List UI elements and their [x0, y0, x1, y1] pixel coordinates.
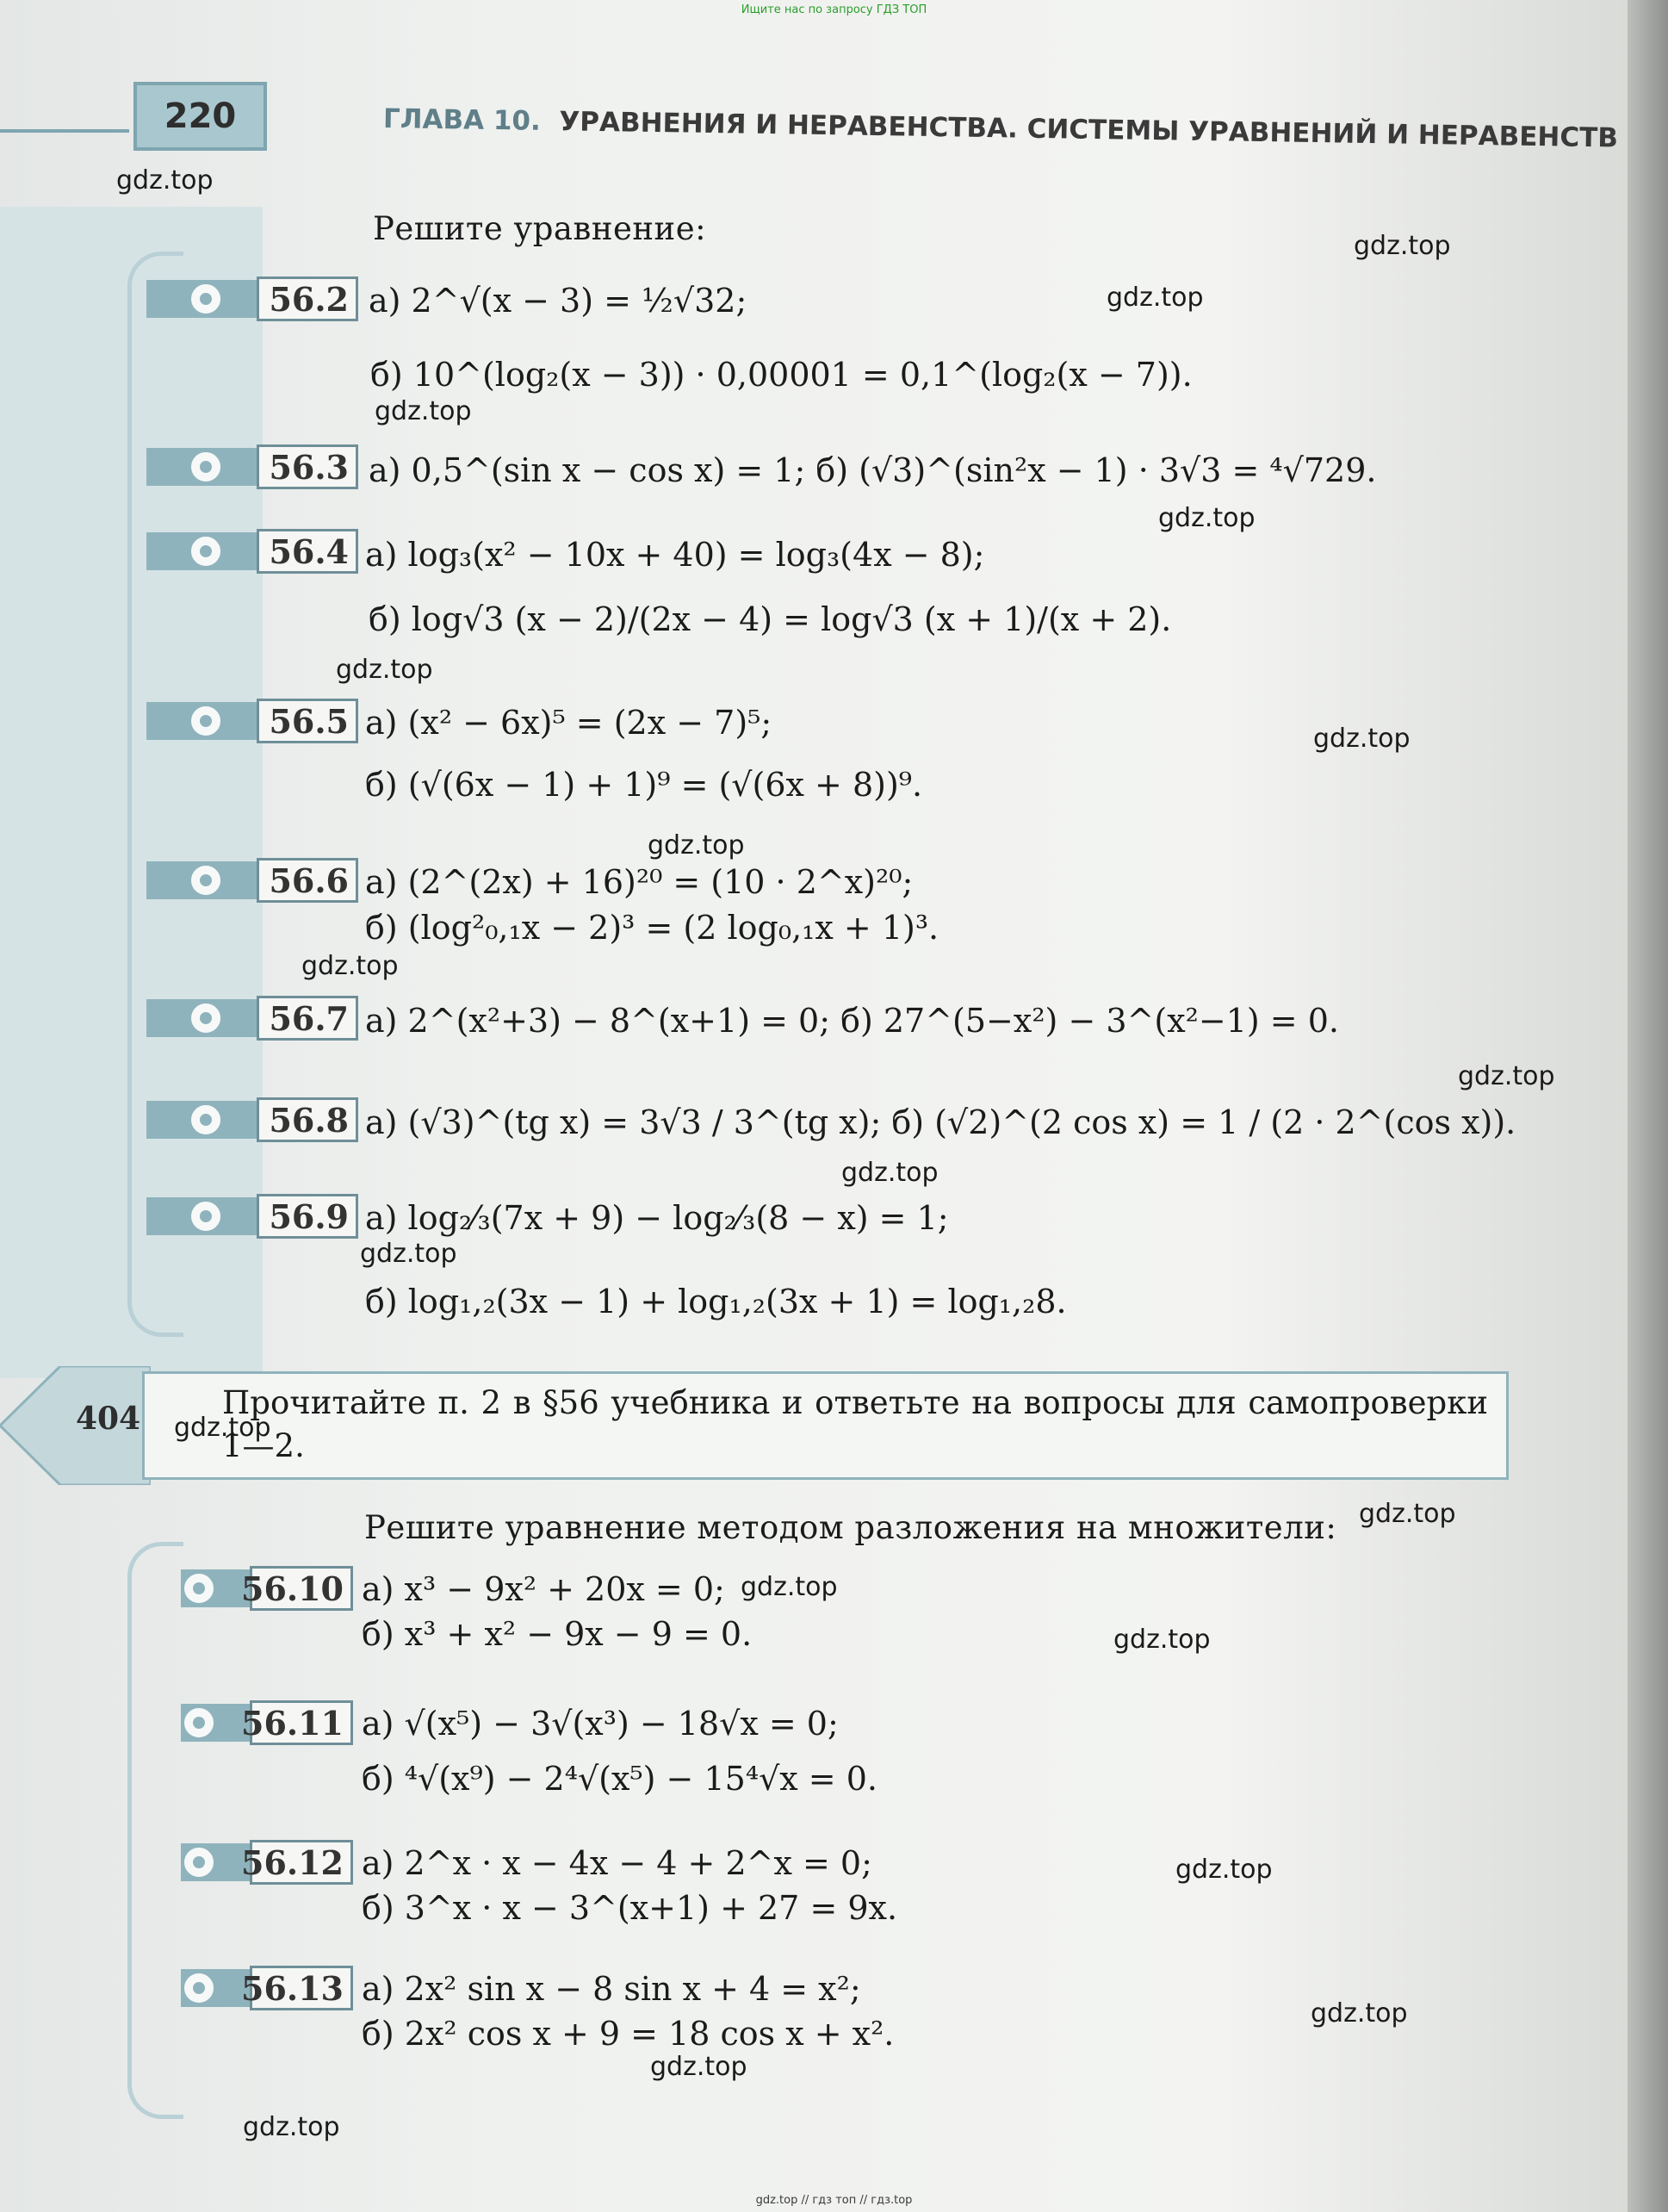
chapter-lead: ГЛАВА 10.: [382, 103, 542, 137]
watermark: gdz.top: [650, 2052, 747, 2082]
problem-line-b: б) log√3 (x − 2)/(2x − 4) = log√3 (x + 1)/(x + 2).: [369, 600, 1172, 638]
watermark: gdz.top: [1113, 1625, 1211, 1655]
watermark: gdz.top: [243, 2112, 340, 2142]
watermark: gdz.top: [1354, 231, 1451, 261]
problem-line-a: а) (√3)^(tg x) = 3√3 / 3^(tg x); б) (√2)^(2 cos x) = 1 / (2 · 2^(cos x)).: [365, 1103, 1516, 1141]
top-search-link[interactable]: Ищите нас по запросу ГДЗ ТОП: [741, 3, 927, 16]
watermark: gdz.top: [1158, 503, 1256, 533]
problem-line-a: а) (x² − 6x)⁵ = (2x − 7)⁵;: [365, 704, 772, 742]
watermark: gdz.top: [1175, 1855, 1273, 1885]
watermark: gdz.top: [741, 1572, 838, 1602]
problem-line-b: б) 3^x · x − 3^(x+1) + 27 = 9x.: [362, 1889, 898, 1927]
problem-line-a: а) 2^√(x − 3) = ½√32;: [369, 282, 747, 320]
problem-number: 56.9: [257, 1194, 358, 1239]
problem-line-a: а) 2^x · x − 4x − 4 + 2^x = 0;: [362, 1844, 872, 1882]
watermark: gdz.top: [360, 1239, 457, 1269]
bottom-links[interactable]: gdz.top // гдз топ // гдз.top: [755, 2194, 913, 2207]
watermark: gdz.top: [1359, 1499, 1456, 1529]
problem-number: 56.11: [250, 1700, 353, 1745]
problem-line-b: б) (√(6x − 1) + 1)⁹ = (√(6x + 8))⁹.: [365, 766, 923, 804]
circle-marker-icon: [191, 866, 220, 895]
watermark: gdz.top: [174, 1413, 271, 1443]
reference-number: 404: [76, 1401, 141, 1437]
problem-number: 56.2: [257, 276, 358, 321]
problem-number: 56.5: [257, 699, 358, 743]
header-rule: [0, 129, 129, 133]
problem-line-a: а) 2x² sin x − 8 sin x + 4 = x²;: [362, 1970, 861, 2008]
circle-marker-icon: [191, 537, 220, 566]
watermark: gdz.top: [1458, 1061, 1555, 1091]
group-bracket-2: [127, 1542, 183, 2119]
circle-marker-icon: [184, 1848, 214, 1877]
watermark: gdz.top: [301, 951, 399, 981]
problem-number: 56.10: [250, 1566, 353, 1611]
problem-line-b: б) log₁,₂(3x − 1) + log₁,₂(3x + 1) = log₁,₂8.: [365, 1283, 1067, 1320]
problem-line-a: а) 0,5^(sin x − cos x) = 1; б) (√3)^(sin²x − 1) · 3√3 = ⁴√729.: [369, 451, 1377, 489]
watermark: gdz.top: [336, 655, 433, 685]
problem-line-a: а) (2^(2x) + 16)²⁰ = (10 · 2^x)²⁰;: [365, 863, 914, 901]
watermark: gdz.top: [1107, 283, 1204, 313]
problem-line-a: а) x³ − 9x² + 20x = 0;: [362, 1570, 725, 1608]
problem-number: 56.4: [257, 529, 358, 574]
problem-number: 56.13: [250, 1966, 353, 2010]
problem-number: 56.3: [257, 444, 358, 489]
problem-line-b: б) x³ + x² − 9x − 9 = 0.: [362, 1615, 753, 1653]
page-edge-shadow: [1628, 0, 1668, 2212]
circle-marker-icon: [191, 706, 220, 736]
circle-marker-icon: [184, 1708, 214, 1737]
circle-marker-icon: [191, 452, 220, 482]
watermark: gdz.top: [841, 1158, 939, 1188]
instruction-heading-2: Решите уравнение методом разложения на множители:: [364, 1509, 1337, 1546]
problem-line-a: а) √(x⁵) − 3√(x³) − 18√x = 0;: [362, 1705, 839, 1743]
problem-number: 56.7: [257, 996, 358, 1041]
watermark: gdz.top: [1313, 724, 1411, 754]
problem-line-b: б) 10^(log₂(x − 3)) · 0,00001 = 0,1^(log₂(x − 7)).: [370, 356, 1193, 394]
circle-marker-icon: [184, 1574, 214, 1603]
problem-line-b: б) (log²₀,₁x − 2)³ = (2 log₀,₁x + 1)³.: [365, 909, 939, 947]
instruction-heading-1: Решите уравнение:: [373, 210, 707, 247]
problem-line-b: б) 2x² cos x + 9 = 18 cos x + x².: [362, 2015, 895, 2053]
watermark: gdz.top: [1311, 1998, 1408, 2029]
circle-marker-icon: [191, 1202, 220, 1231]
problem-line-a: а) log₃(x² − 10x + 40) = log₃(4x − 8);: [365, 536, 985, 574]
circle-marker-icon: [191, 1003, 220, 1033]
circle-marker-icon: [191, 284, 220, 314]
watermark: gdz.top: [648, 830, 745, 861]
watermark: gdz.top: [116, 165, 214, 196]
problem-number: 56.12: [250, 1840, 353, 1885]
problem-line-b: б) ⁴√(x⁹) − 2⁴√(x⁵) − 15⁴√x = 0.: [362, 1760, 877, 1798]
note-text: Прочитайте п. 2 в §56 учебника и ответьте на вопросы для самопроверки 1—2.: [222, 1384, 1488, 1464]
circle-marker-icon: [184, 1973, 214, 2003]
watermark: gdz.top: [375, 396, 472, 426]
circle-marker-icon: [191, 1105, 220, 1134]
group-bracket-1: [127, 252, 183, 1337]
chapter-title-text: УРАВНЕНИЯ И НЕРАВЕНСТВА. СИСТЕМЫ УРАВНЕНИЙ И НЕРАВЕНСТВ: [559, 106, 1619, 154]
problem-line-a: а) 2^(x²+3) − 8^(x+1) = 0; б) 27^(5−x²) − 3^(x²−1) = 0.: [365, 1002, 1339, 1040]
problem-number: 56.6: [257, 858, 358, 903]
page-number: 220: [133, 82, 267, 151]
problem-line-a: а) log₂⁄₃(7x + 9) − log₂⁄₃(8 − x) = 1;: [365, 1199, 949, 1237]
problem-number: 56.8: [257, 1097, 358, 1142]
